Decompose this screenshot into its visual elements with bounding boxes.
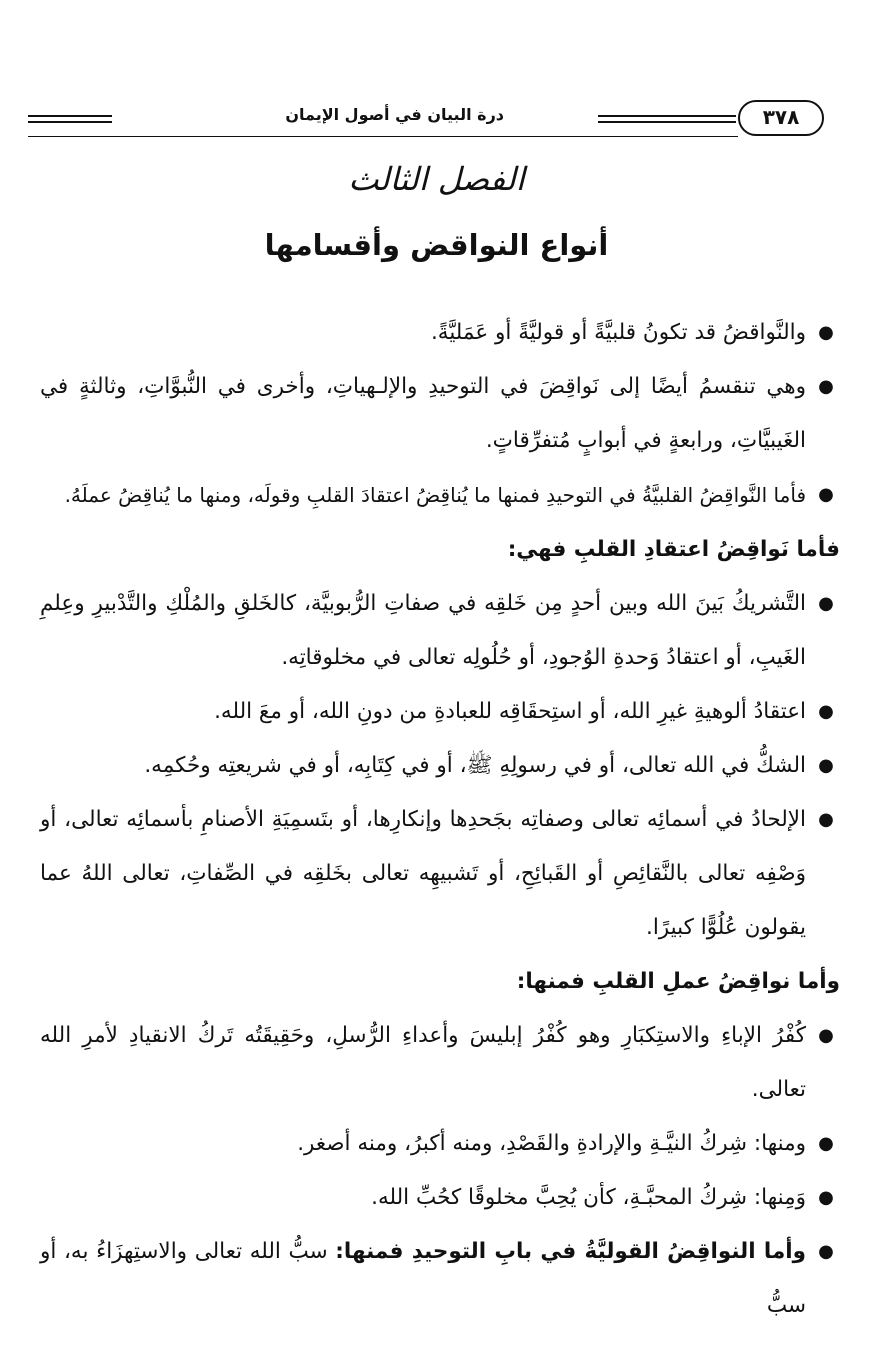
section-heading: وأما نواقِضُ عملِ القلبِ فمنها: <box>516 969 840 994</box>
list-item <box>40 306 840 360</box>
paragraph-text: وَمِنها: شِركُ المحبَّـةِ، كأن يُحِبَّ مخلوقًا كحُبِّ الله. <box>371 1185 806 1210</box>
bullet-icon: ● <box>818 809 834 830</box>
running-title: درة البيان في أصول الإيمان <box>285 105 504 124</box>
body-text <box>40 306 840 1333</box>
list-item <box>40 739 840 793</box>
chapter-title: أنواع النواقض وأقسامها <box>264 228 609 262</box>
bullet-icon: ● <box>818 1025 834 1046</box>
running-header <box>28 98 824 140</box>
paragraph-text: اعتقادُ ألوهيةِ غيرِ الله، أو استِحقَاقِه للعبادةِ من دونِ الله، أو معَ الله. <box>214 699 806 724</box>
paragraph-text: ومنها: شِركُ النيَّـةِ والإرادةِ والقَصْدِ، ومنه أكبرُ، ومنه أصغر. <box>297 1131 806 1156</box>
bullet-icon: ● <box>818 755 834 776</box>
list-item <box>40 685 840 739</box>
list-item <box>40 793 840 955</box>
paragraph-text: التَّشريكُ بَينَ الله وبين أحدٍ مِن خَلقِه في صفاتِ الرُّبوبيَّة، كالخَلقِ والمُلْكِ والتَّدْبيرِ وعِلمِ الغَيبِ، أو اعتقادُ وَحدةِ الوُجودِ، أو حُلُولِه تعالى في مخلوقاتِه. <box>40 591 806 670</box>
list-item <box>40 577 840 685</box>
list-item <box>40 1171 840 1225</box>
page-number: ٣٧٨ <box>738 100 824 136</box>
list-item <box>40 1117 840 1171</box>
bullet-icon: ● <box>818 701 834 722</box>
bullet-icon: ● <box>818 1133 834 1154</box>
list-item <box>40 360 840 468</box>
paragraph-text: وهي تنقسمُ أيضًا إلى نَواقِضَ في التوحيدِ والإلـهياتِ، وأخرى في النُّبوَّاتِ، وثالثةٍ في الغَيبيَّاتِ، ورابعةٍ في أبوابٍ مُتفرِّقاتٍ. <box>40 374 806 453</box>
paragraph-text: سبُّ الله تعالى والاستِهزَاءُ به، أو سبُّ <box>40 1239 806 1318</box>
bullet-icon: ● <box>818 322 834 343</box>
paragraph-lead: وأما النواقِضُ القوليَّةُ في بابِ التوحيدِ فمنها: <box>335 1239 806 1264</box>
header-rule <box>598 115 736 123</box>
chapter-label: الفصل الثالث <box>348 160 525 198</box>
paragraph-text: فأما النَّواقِضُ القلبيَّةُ في التوحيدِ فمنها ما يُناقِضُ اعتقادَ القلبِ وقولَه، ومنها ما يُناقِضُ عملَهُ. <box>64 483 806 507</box>
header-divider <box>28 136 738 137</box>
bullet-icon: ● <box>818 376 834 397</box>
header-rule <box>28 115 112 123</box>
paragraph-text: والنَّواقضُ قد تكونُ قلبيَّةً أو قوليَّةً أو عَمَليَّةً. <box>430 320 806 345</box>
paragraph-text: كُفْرُ الإباءِ والاستِكبَارِ وهو كُفْرُ إبليسَ وأعداءِ الرُّسلِ، وحَقِيقَتُه تَركُ الانقيادِ لأمرِ الله تعالى. <box>40 1023 806 1102</box>
paragraph-text: الإلحادُ في أسمائِه تعالى وصفاتِه بجَحدِها وإنكارِها، أو بتَسمِيَةِ الأصنامِ بأسمائِه تعالى، أو وَصْفِه تعالى بالنَّقائِصِ أو القَبائِحِ، أو تَشبيهِه تعالى بخَلقِه في الصِّفاتِ، تعالى اللهُ عما يقولون عُلُوًّا كبيرًا. <box>40 807 806 940</box>
paragraph-text: الشكُّ في الله تعالى، أو في رسولِهِ ﷺ، أو في كِتَابِه، أو في شريعتِه وحُكمِه. <box>144 753 806 778</box>
bullet-icon: ● <box>818 1241 834 1262</box>
list-item <box>40 1009 840 1117</box>
bullet-icon: ● <box>818 593 834 614</box>
section-heading: فأما نَواقِضُ اعتقادِ القلبِ فهي: <box>507 537 840 562</box>
bullet-icon: ● <box>818 484 834 505</box>
list-item <box>40 1225 840 1333</box>
list-item <box>40 468 840 523</box>
bullet-icon: ● <box>818 1187 834 1208</box>
